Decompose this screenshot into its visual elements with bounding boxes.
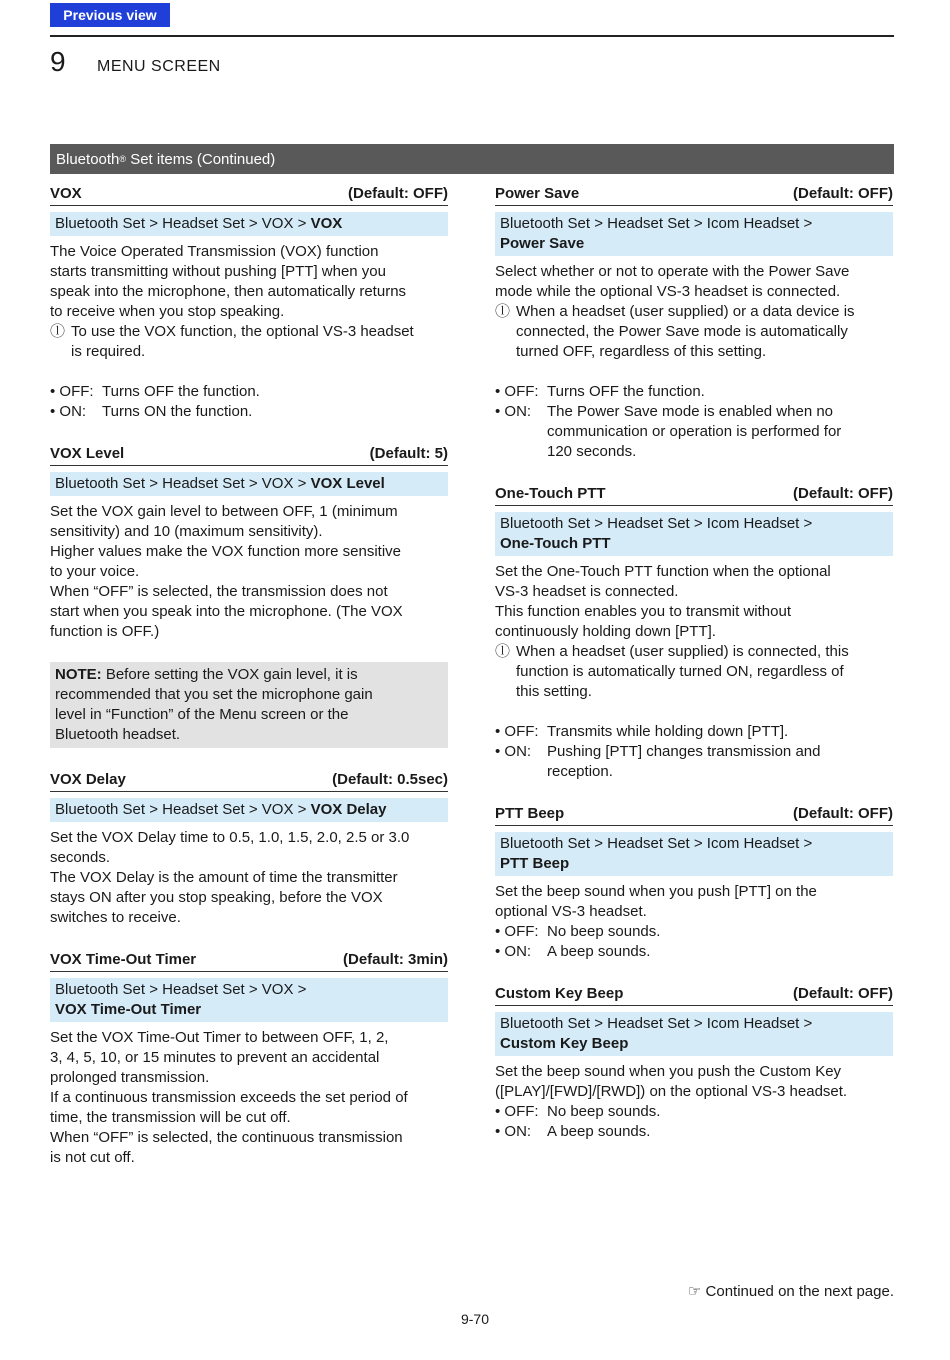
- item-default: (Default: 0.5sec): [332, 771, 448, 788]
- chapter-number: 9: [50, 46, 66, 77]
- item-heading: [50, 950, 448, 972]
- menu-path-prefix: Bluetooth Set > Headset Set > Icom Headset >: [500, 1015, 813, 1032]
- option-key: • ON:: [495, 403, 532, 420]
- menu-path: [50, 212, 448, 236]
- desc-line: to your voice.: [50, 563, 140, 580]
- item-title: VOX Level: [50, 445, 125, 462]
- info-line: To use the VOX function, the optional VS-3 headset: [71, 323, 414, 340]
- desc-line: sensitivity) and 10 (maximum sensitivity).: [50, 523, 323, 540]
- info-line: turned OFF, regardless of this setting.: [516, 343, 767, 360]
- continued-text: Continued on the next page.: [705, 1283, 894, 1300]
- option-key: • OFF:: [50, 383, 94, 400]
- option-key: • ON:: [50, 403, 87, 420]
- menu-path: [50, 978, 448, 1022]
- desc-line: Set the VOX Time-Out Timer to between OFF, 1, 2,: [50, 1029, 389, 1046]
- item-vox-timeout: [50, 950, 448, 1168]
- item-default: (Default: OFF): [348, 185, 448, 202]
- desc-line: starts transmitting without pushing [PTT] when you: [50, 263, 386, 280]
- item-title: PTT Beep: [495, 805, 565, 822]
- note-line: recommended that you set the microphone gain: [55, 686, 373, 703]
- item-heading: [495, 484, 893, 506]
- item-heading: [495, 804, 893, 826]
- option-line: [50, 402, 448, 422]
- option-key: • OFF:: [495, 1103, 539, 1120]
- item-title: Custom Key Beep: [495, 985, 624, 1002]
- option-key: • OFF:: [495, 723, 539, 740]
- item-title: Power Save: [495, 185, 580, 202]
- desc-line: mode while the optional VS-3 headset is connected.: [495, 283, 841, 300]
- desc-line: speak into the microphone, then automatically returns: [50, 283, 407, 300]
- info-line: is required.: [71, 343, 146, 360]
- info-line: this setting.: [516, 683, 592, 700]
- desc-line: prolonged transmission.: [50, 1069, 210, 1086]
- option-value: A beep sounds.: [547, 943, 651, 960]
- menu-path: [50, 798, 448, 822]
- desc-line: Higher values make the VOX function more sensitive: [50, 543, 401, 560]
- item-title: VOX: [50, 185, 82, 202]
- menu-path-prefix: Bluetooth Set > Headset Set > VOX >: [55, 475, 311, 492]
- section-header: [50, 144, 894, 174]
- desc-line: continuously holding down [PTT].: [495, 623, 716, 640]
- info-note: [495, 302, 893, 362]
- registered-mark: ®: [119, 154, 127, 164]
- menu-path-prefix: Bluetooth Set > Headset Set > VOX >: [55, 801, 311, 818]
- item-description: [495, 882, 893, 962]
- desc-line: time, the transmission will be cut off.: [50, 1109, 291, 1126]
- item-default: (Default: OFF): [793, 985, 893, 1002]
- desc-line: stays ON after you stop speaking, before the VOX: [50, 889, 383, 906]
- desc-line: Set the beep sound when you push the Custom Key: [495, 1063, 842, 1080]
- item-title: VOX Time-Out Timer: [50, 951, 197, 968]
- item-default: (Default: OFF): [793, 805, 893, 822]
- desc-line: Select whether or not to operate with the Power Save: [495, 263, 850, 280]
- option-line: [495, 402, 893, 422]
- desc-line: is not cut off.: [50, 1149, 135, 1166]
- option-key: • ON:: [495, 943, 532, 960]
- item-heading: [50, 444, 448, 466]
- menu-path-item: PTT Beep: [500, 855, 570, 872]
- desc-line: VS-3 headset is connected.: [495, 583, 679, 600]
- desc-line: seconds.: [50, 849, 111, 866]
- item-vox: [50, 184, 448, 422]
- item-vox-delay: [50, 770, 448, 928]
- option-line: [495, 1122, 893, 1142]
- item-title: One-Touch PTT: [495, 485, 606, 502]
- desc-line: optional VS-3 headset.: [495, 903, 647, 920]
- page-number: 9-70: [460, 1311, 490, 1327]
- desc-line: The VOX Delay is the amount of time the transmitter: [50, 869, 398, 886]
- option-key: • OFF:: [495, 923, 539, 940]
- option-line: [495, 942, 893, 962]
- item-heading: [50, 770, 448, 792]
- desc-line: to receive when you stop speaking.: [50, 303, 285, 320]
- option-key: [495, 762, 547, 782]
- info-note: [495, 642, 893, 702]
- option-line: [495, 722, 893, 742]
- option-value: 120 seconds.: [547, 443, 637, 460]
- item-description: [50, 828, 448, 928]
- menu-path-prefix: Bluetooth Set > Headset Set > Icom Headset >: [500, 835, 813, 852]
- left-column: [50, 184, 448, 1168]
- info-icon: ⓛ: [495, 643, 511, 660]
- option-key: [495, 422, 547, 442]
- item-description: [495, 262, 893, 462]
- item-description: [495, 1062, 893, 1142]
- option-value: Turns OFF the function.: [102, 383, 260, 400]
- note-line: level in “Function” of the Menu screen or the: [55, 706, 349, 723]
- menu-path-item: Power Save: [500, 235, 585, 252]
- menu-path-item: Custom Key Beep: [500, 1035, 629, 1052]
- right-column: [495, 184, 893, 1142]
- option-value: No beep sounds.: [547, 1103, 661, 1120]
- desc-line: start when you speak into the microphone. (The VOX: [50, 603, 403, 620]
- menu-path-prefix: Bluetooth Set > Headset Set > Icom Headset >: [500, 515, 813, 532]
- info-icon: ⓛ: [495, 303, 511, 320]
- desc-line: When “OFF” is selected, the transmission does not: [50, 583, 388, 600]
- option-line: [495, 422, 893, 442]
- chapter-title: MENU SCREEN: [97, 58, 221, 75]
- desc-line: This function enables you to transmit without: [495, 603, 791, 620]
- item-default: (Default: 5): [369, 445, 448, 462]
- desc-line: ([PLAY]/[FWD]/[RWD]) on the optional VS-3 headset.: [495, 1083, 848, 1100]
- option-value: reception.: [547, 763, 613, 780]
- note-box: [50, 662, 448, 748]
- desc-line: Set the VOX gain level to between OFF, 1 (minimum: [50, 503, 398, 520]
- menu-path: [50, 472, 448, 496]
- item-vox-level: [50, 444, 448, 748]
- info-line: When a headset (user supplied) or a data device is: [516, 303, 855, 320]
- item-ptt-beep: [495, 804, 893, 962]
- option-line: [495, 382, 893, 402]
- menu-path-item: VOX: [310, 215, 343, 232]
- menu-path-item: VOX Level: [310, 475, 385, 492]
- info-icon: ⓛ: [50, 323, 66, 340]
- option-value: Transmits while holding down [PTT].: [547, 723, 789, 740]
- info-line: function is automatically turned ON, regardless of: [516, 663, 844, 680]
- option-line: [495, 922, 893, 942]
- option-line: [495, 762, 893, 782]
- desc-line: Set the VOX Delay time to 0.5, 1.0, 1.5, 2.0, 2.5 or 3.0: [50, 829, 410, 846]
- option-key: • OFF:: [495, 383, 539, 400]
- section-title: Bluetooth: [56, 150, 120, 168]
- menu-path-prefix: Bluetooth Set > Headset Set > VOX >: [55, 981, 307, 998]
- previous-view-button[interactable]: Previous view: [50, 3, 170, 27]
- item-heading: [495, 984, 893, 1006]
- info-line: When a headset (user supplied) is connected, this: [516, 643, 849, 660]
- desc-line: When “OFF” is selected, the continuous transmission: [50, 1129, 403, 1146]
- option-line: [50, 382, 448, 402]
- desc-line: 3, 4, 5, 10, or 15 minutes to prevent an accidental: [50, 1049, 380, 1066]
- menu-path: [495, 212, 893, 256]
- item-description: [50, 502, 448, 642]
- item-power-save: [495, 184, 893, 462]
- item-title: VOX Delay: [50, 771, 126, 788]
- option-line: [495, 442, 893, 462]
- menu-path-item: VOX Delay: [310, 801, 387, 818]
- section-title-suffix: Set items (Continued): [126, 150, 276, 168]
- item-default: (Default: OFF): [793, 485, 893, 502]
- menu-path: [495, 512, 893, 556]
- item-description: [50, 1028, 448, 1168]
- option-key: • ON:: [495, 1123, 532, 1140]
- option-value: The Power Save mode is enabled when no: [547, 403, 834, 420]
- menu-path-prefix: Bluetooth Set > Headset Set > Icom Headset >: [500, 215, 813, 232]
- desc-line: Set the beep sound when you push [PTT] on the: [495, 883, 817, 900]
- menu-path: [495, 1012, 893, 1056]
- note-line: Bluetooth headset.: [55, 726, 181, 743]
- info-line: connected, the Power Save mode is automatically: [516, 323, 848, 340]
- menu-path-item: One-Touch PTT: [500, 535, 611, 552]
- item-default: (Default: OFF): [793, 185, 893, 202]
- desc-line: function is OFF.): [50, 623, 160, 640]
- option-value: A beep sounds.: [547, 1123, 651, 1140]
- note-line: Before setting the VOX gain level, it is: [101, 666, 358, 683]
- item-custom-key-beep: [495, 984, 893, 1142]
- note-label: NOTE:: [55, 666, 102, 683]
- pointing-hand-icon: ☞: [687, 1283, 702, 1300]
- option-line: [495, 1102, 893, 1122]
- item-default: (Default: 3min): [343, 951, 448, 968]
- item-heading: [495, 184, 893, 206]
- option-key: [495, 442, 547, 462]
- top-rule: [50, 35, 894, 37]
- desc-line: Set the One-Touch PTT function when the optional: [495, 563, 831, 580]
- continued-note: [688, 1282, 894, 1300]
- option-value: Turns OFF the function.: [547, 383, 705, 400]
- menu-path-prefix: Bluetooth Set > Headset Set > VOX >: [55, 215, 311, 232]
- option-key: • ON:: [495, 743, 532, 760]
- option-value: No beep sounds.: [547, 923, 661, 940]
- desc-line: If a continuous transmission exceeds the set period of: [50, 1089, 408, 1106]
- info-note: [50, 322, 448, 362]
- item-description: [495, 562, 893, 782]
- option-value: Pushing [PTT] changes transmission and: [547, 743, 821, 760]
- option-value: Turns ON the function.: [102, 403, 253, 420]
- option-value: communication or operation is performed for: [547, 423, 842, 440]
- option-line: [495, 742, 893, 762]
- item-heading: [50, 184, 448, 206]
- desc-line: The Voice Operated Transmission (VOX) function: [50, 243, 379, 260]
- desc-line: switches to receive.: [50, 909, 181, 926]
- menu-path-item: VOX Time-Out Timer: [55, 1001, 202, 1018]
- item-description: [50, 242, 448, 422]
- item-one-touch-ptt: [495, 484, 893, 782]
- menu-path: [495, 832, 893, 876]
